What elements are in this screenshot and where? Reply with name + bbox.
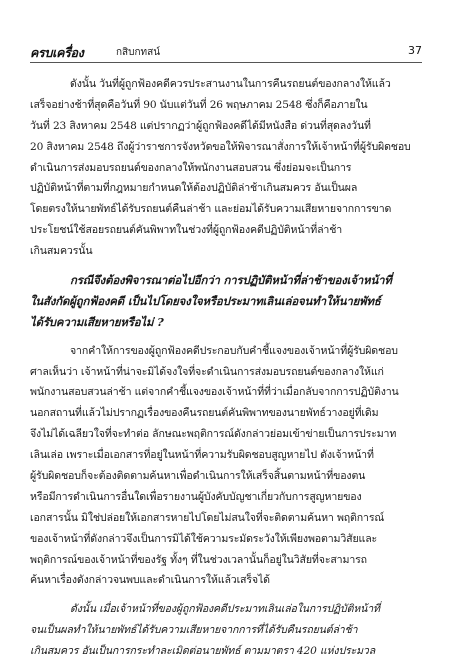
text-line: ดังนั้น วันที่ผู้ถูกฟ้องคดีควรประสานงานในการคืนรถยนต์ของกลางให้แล้ว (70, 78, 391, 90)
spacer (30, 591, 422, 599)
text-line: เลินเล่อ เพราะเมื่อเอกสารที่อยู่ในหน้าที่ความรับผิดชอบสูญหายไป ดังเจ้าหน้าที่ (30, 449, 374, 462)
paragraph-3 (30, 599, 422, 662)
header-brand: ครบเครื่อง (30, 45, 84, 60)
text-line: ในสังกัดผู้ถูกฟ้องคดี เป็นไปโดยจงใจหรือประมาทเลินเล่อจนทำให้นายพัทธ์ (30, 293, 381, 308)
spacer (30, 333, 422, 341)
text-line: ประโยชน์ใช้สอยรถยนต์คันพิพาทในช่วงที่ผู้ถูกฟ้องคดีปฏิบัติหน้าที่ล่าช้า (30, 224, 343, 237)
text-line: จนเป็นผลทำให้นายพัทธ์ได้รับความเสียหายจากการที่ได้รับคืนรถยนต์ล่าช้า (30, 624, 358, 637)
text-line: พฤติการณ์ของเจ้าหน้าที่ของรัฐ ทั้งๆ ที่ในช่วงเวลานั้นก็อยู่ในวิสัยที่จะสามารถ (30, 553, 367, 566)
text-line: จึงไม่ได้เฉลียวใจที่จะทำต่อ ลักษณะพฤติการณ์ดังกล่าวย่อมเข้าข่ายเป็นการประมาท (30, 428, 397, 441)
text-line: เกินสมควรนั้น (30, 245, 93, 258)
page-number: 37 (408, 44, 422, 57)
text-line: เอกสารนั้น มิใช่ปล่อยให้เอกสารหายไปโดยไม่สนใจที่จะติดตามค้นหา พฤติการณ์ (30, 511, 385, 524)
text-line: ค้นหาเรื่องดังกล่าวจนพบและดำเนินการให้แล้วเสร็จได้ (30, 574, 270, 587)
text-line: โดยตรงให้นายพัทธ์ได้รับรถยนต์คืนล่าช้า และย่อมได้รับความเสียหายจากการขาด (30, 203, 392, 216)
question-heading (30, 270, 422, 333)
text-line: เสร็จอย่างช้าที่สุดคือวันที่ 90 นับแต่วันที่ 26 พฤษภาคม 2548 ซึ่งก็คือภายใน (30, 98, 368, 111)
text-line: ได้รับความเสียหายหรือไม่ ? (30, 314, 164, 329)
header-section-title: กสิบกทสน์ (116, 47, 161, 58)
paragraph-2 (30, 341, 422, 592)
page-header (30, 44, 422, 60)
text-line: ผู้รับผิดชอบก็จะต้องติดตามค้นหาเพื่อดำเนินการให้เสร็จสิ้นตามหน้าที่ของตน (30, 470, 366, 483)
page-body (30, 74, 422, 662)
text-line: นอกสถานที่แล้วไม่ปรากฏเรื่องของคืนรถยนต์คันพิพาทของนายพัทธ์วางอยู่ที่เดิม (30, 407, 379, 420)
text-line: พนักงานสอบสวนล่าช้า แต่จากคำชี้แจงของเจ้าหน้าที่ที่ว่าเมื่อกลับจากการปฏิบัติงาน (30, 386, 399, 399)
text-line: ของเจ้าหน้าที่ดังกล่าวจึงเป็นการมิได้ใช้ความระมัดระวังให้เพียงพอตามวิสัยและ (30, 532, 378, 545)
text-line: ศาลเห็นว่า เจ้าหน้าที่น่าจะมิได้จงใจที่จะดำเนินการส่งมอบรถยนต์ของกลางให้แก่ (30, 365, 384, 378)
text-line: จากคำให้การของผู้ถูกฟ้องคดีประกอบกับคำชี้แจงของเจ้าหน้าที่ผู้รับผิดชอบ (70, 344, 398, 357)
text-line: ดำเนินการส่งมอบรถยนต์ของกลางให้พนักงานสอบสวน ซึ่งย่อมจะเป็นการ (30, 161, 352, 174)
paragraph-1 (30, 74, 422, 262)
text-line: วันที่ 23 สิงหาคม 2548 แต่ปรากฏว่าผู้ถูกฟ้องคดีได้มีหนังสือ ด่วนที่สุดลงวันที่ (30, 119, 371, 132)
spacer (30, 262, 422, 270)
text-line: 20 สิงหาคม 2548 ถึงผู้ว่าราชการจังหวัดขอให้พิจารณาสั่งการให้เจ้าหน้าที่ผู้รับผิดชอบ (30, 140, 411, 153)
text-line: ปฏิบัติหน้าที่ตามที่กฎหมายกำหนดให้ต้องปฏิบัติล่าช้าเกินสมควร อันเป็นผล (30, 182, 358, 195)
text-line: ดังนั้น เมื่อเจ้าหน้าที่ของผู้ถูกฟ้องคดีประมาทเลินเล่อในการปฏิบัติหน้าที่ (70, 603, 380, 616)
text-line: หรือมีการดำเนินการอื่นใดเพื่อรายงานผู้บังคับบัญชาเกี่ยวกับการสูญหายของ (30, 490, 362, 503)
text-line: กรณีจึงต้องพิจารณาต่อไปอีกว่า การปฏิบัติหน้าที่ล่าช้าของเจ้าหน้าที่ (70, 273, 392, 288)
text-line: เกินสมควร อันเป็นการกระทำละเมิดต่อนายพัทธ์ ตามมาตรา 420 แห่งประมวล (30, 645, 376, 658)
header-divider (30, 62, 422, 63)
